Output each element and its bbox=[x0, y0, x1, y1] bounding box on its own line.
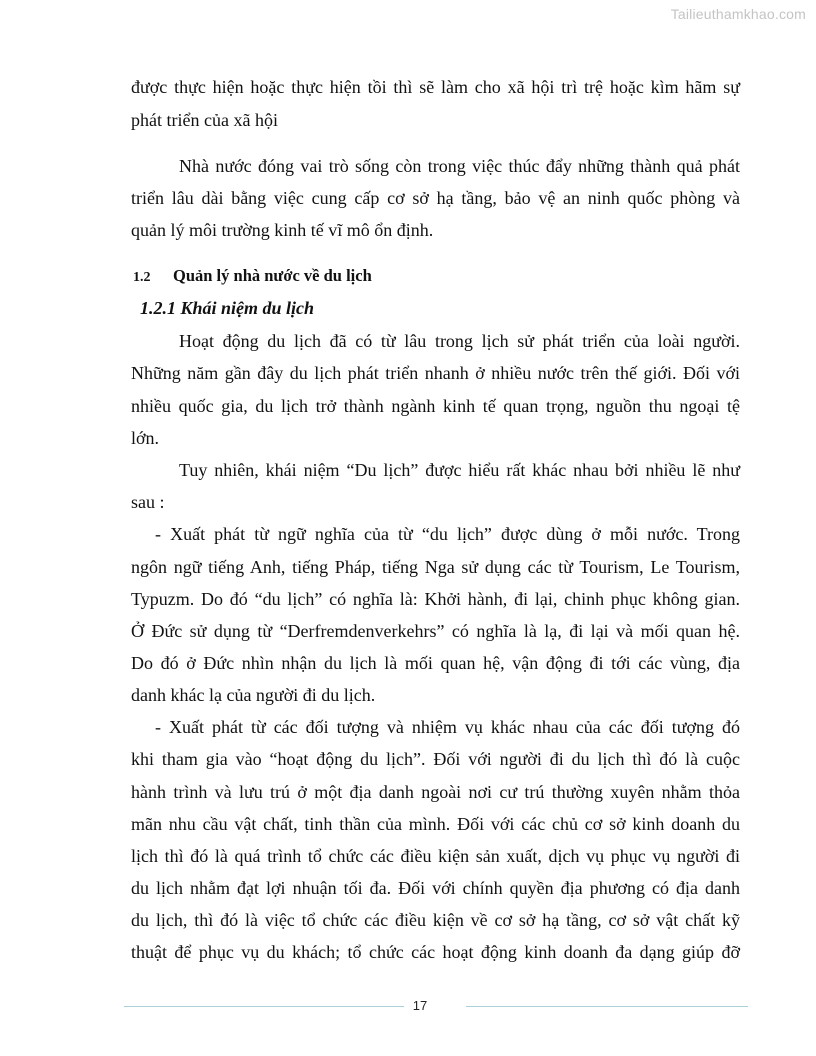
paragraph-line: Ở Đức sử dụng từ “Derfremdenverkehrs” có nghĩa là lạ, đi lại và mối quan hệ. bbox=[131, 621, 740, 641]
paragraph-line: lớn. bbox=[131, 428, 160, 448]
paragraph-line: Hoạt động du lịch đã có từ lâu trong lịch sử phát triển của loài người. bbox=[179, 331, 740, 351]
page-number: 17 bbox=[412, 998, 428, 1013]
paragraph-line: khi tham gia vào “hoạt động du lịch”. Đối với người đi du lịch thì đó là cuộc bbox=[131, 749, 740, 769]
paragraph-line: du lịch nhằm đạt lợi nhuận tối đa. Đối với chính quyền địa phương có địa danh bbox=[131, 878, 740, 898]
watermark: Tailieuthamkhao.com bbox=[670, 6, 806, 22]
subsection-heading: 1.2.1 Khái niệm du lịch bbox=[140, 298, 315, 318]
paragraph-line: mãn nhu cầu vật chất, tinh thần của mình. Đối với các chủ cơ sở kinh doanh du bbox=[131, 814, 740, 834]
section-number: 1.2 bbox=[133, 270, 151, 285]
paragraph-line: nhiều quốc gia, du lịch trở thành ngành kinh tế quan trọng, nguồn thu ngoại tệ bbox=[131, 396, 740, 416]
paragraph-line: sau : bbox=[131, 492, 165, 512]
list-item-line: - Xuất phát từ ngữ nghĩa của từ “du lịch” được dùng ở mỗi nước. Trong bbox=[155, 524, 740, 544]
paragraph-line: Tuy nhiên, khái niệm “Du lịch” được hiểu rất khác nhau bởi nhiều lẽ như bbox=[179, 460, 740, 480]
paragraph-line: Typuzm. Do đó “du lịch” có nghĩa là: Khởi hành, đi lại, chinh phục không gian. bbox=[131, 589, 740, 609]
paragraph-line: lịch thì đó là quá trình tổ chức các điều kiện sản xuất, dịch vụ phục vụ người đi bbox=[131, 846, 740, 866]
list-item-line: - Xuất phát từ các đối tượng và nhiệm vụ khác nhau của các đối tượng đó bbox=[155, 717, 740, 737]
paragraph-line: Do đó ở Đức nhìn nhận du lịch là mối quan hệ, vận động đi tới các vùng, địa bbox=[131, 653, 740, 673]
paragraph-line: danh khác lạ của người đi du lịch. bbox=[131, 685, 376, 705]
footer-divider-right bbox=[466, 1006, 748, 1007]
paragraph-line: Nhà nước đóng vai trò sống còn trong việc thúc đẩy những thành quả phát bbox=[179, 156, 740, 176]
paragraph-line: ngôn ngữ tiếng Anh, tiếng Pháp, tiếng Nga sử dụng các từ Tourism, Le Tourism, bbox=[131, 557, 740, 577]
paragraph-line: thuật để phục vụ du khách; tổ chức các hoạt động kinh doanh đa dạng giúp đỡ bbox=[131, 942, 740, 962]
paragraph-line: triển lâu dài bằng việc cung cấp cơ sở hạ tầng, bảo vệ an ninh quốc phòng và bbox=[131, 188, 740, 208]
paragraph-line: Những năm gần đây du lịch phát triển nhanh ở nhiều nước trên thế giới. Đối với bbox=[131, 363, 740, 383]
section-heading bbox=[133, 264, 742, 290]
paragraph-line: hành trình và lưu trú ở một địa danh ngoài nơi cư trú thường xuyên nhằm thỏa bbox=[131, 782, 740, 802]
paragraph-line: được thực hiện hoặc thực hiện tồi thì sẽ làm cho xã hội trì trệ hoặc kìm hãm sự bbox=[131, 77, 740, 97]
footer-divider-left bbox=[124, 1006, 404, 1007]
paragraph-line: quản lý môi trường kinh tế vĩ mô ổn định. bbox=[131, 220, 434, 240]
section-title: Quản lý nhà nước về du lịch bbox=[173, 266, 372, 285]
paragraph-line: phát triển của xã hội bbox=[131, 110, 278, 130]
paragraph-line: du lịch, thì đó là việc tổ chức các điều kiện về cơ sở hạ tầng, cơ sở vật chất kỹ bbox=[131, 910, 740, 930]
